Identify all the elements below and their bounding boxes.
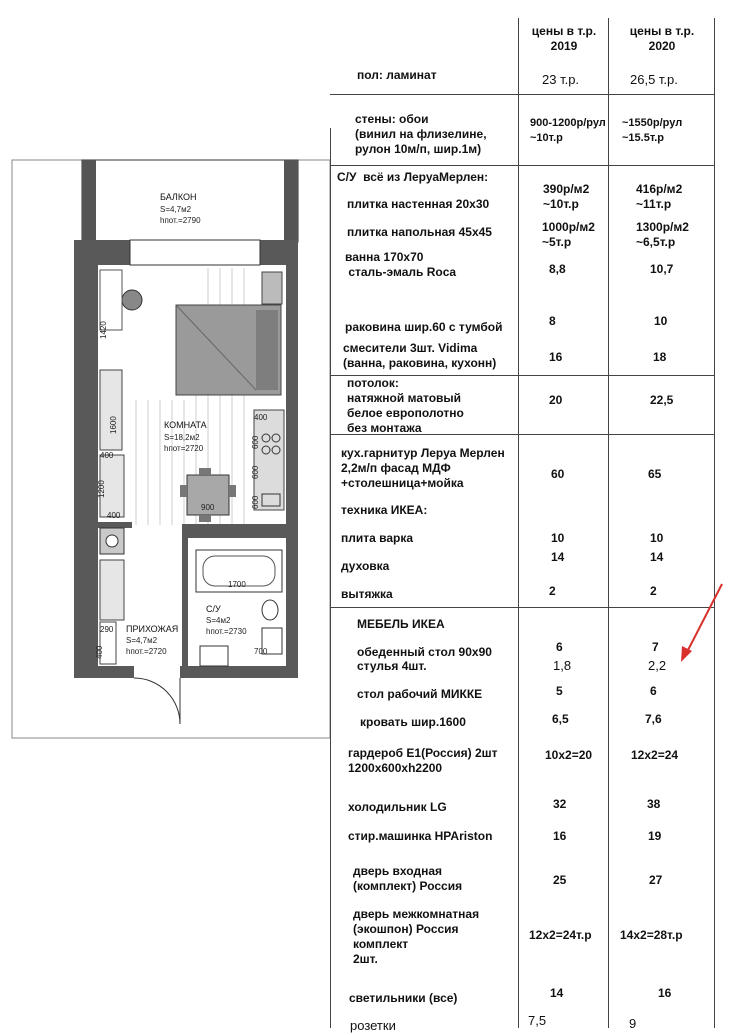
v2019-chairs: 1,8 [553,658,572,673]
dim-1700: 1700 [228,580,246,589]
bed-pillows [256,310,278,390]
balcony-wall-left [82,160,96,242]
v2020-hood: 2 [650,584,657,598]
label-desk: стол рабочий МИККЕ [357,687,483,701]
v2019-hob: 10 [551,531,565,545]
v2020-table: 7 [652,640,659,654]
bath-cabinet [200,646,228,666]
header-2019: цены в т.р. 2019 [531,24,597,53]
hall-name: ПРИХОЖАЯ [126,624,179,634]
dim-600c: 600 [251,495,260,509]
chair-right [229,485,236,497]
v2019-ceiling: 20 [549,393,563,407]
label-chairs: стулья 4шт. [357,659,427,673]
v2020-interior-doors: 14х2=28т.р [620,928,683,942]
label-kitchen: кух.гарнитур Леруа Мерлен 2,2м/п фасад МДФ +столешница+мойка [341,446,505,490]
armchair [122,290,142,310]
balcony-height-label: hпот.=2790 [160,216,201,225]
balcony-wall-right [284,160,298,242]
label-lights: светильники (все) [349,991,458,1005]
v2020-bed: 7,6 [645,712,662,726]
label-wardrobe: гардероб Е1(Россия) 2шт 1200х600хh2200 [348,746,498,775]
v2019-washer: 16 [553,829,567,843]
v2019-floor: 23 т.р. [542,72,580,87]
label-washer: стир.машинка HPAriston [348,829,493,843]
hall-wardrobe [100,560,124,620]
v2020-floor-tile: 1300р/м2 ~6,5т.р [636,220,689,249]
room-name: КОМНАТА [164,420,207,430]
v2020-mixers: 18 [653,350,667,364]
chair-top [199,468,211,475]
v2020-desk: 6 [650,684,657,698]
dim-400a: 400 [100,451,114,460]
wardrobe-1 [100,370,122,450]
red-arrow-head [681,646,692,662]
col-divider-mid [608,18,609,1028]
dim-600a: 600 [251,435,260,449]
v2020-kitchen: 65 [648,467,662,481]
bath-name: С/У [206,604,221,614]
label-wall-tile: плитка настенная 20х30 [347,197,490,211]
desk [100,270,122,330]
v2019-entry-door: 25 [553,873,567,887]
label-ikea-appliances: техника ИКЕА: [341,503,428,517]
balcony-area-label: S=4,7м2 [160,205,192,214]
col-divider-left [330,128,331,1028]
v2020-fridge: 38 [647,797,661,811]
col-divider-right [714,18,715,1028]
v2019-interior-doors: 12х2=24т.р [529,928,592,942]
dim-1420: 1420 [99,321,108,339]
v2019-mixers: 16 [549,350,563,364]
label-sockets: розетки [350,1018,396,1033]
dim-1200: 1200 [97,480,106,498]
label-floor: пол: ламинат [357,68,437,82]
label-mixers: смесители 3шт. Vidima (ванна, раковина, кухонн) [343,341,497,370]
red-arrow-icon [670,570,730,670]
label-entry-door: дверь входная (комплект) Россия [353,864,463,893]
header-2020: цены в т.р. 2020 [629,24,695,53]
dim-1600: 1600 [109,416,118,434]
dim-400b: 400 [107,511,121,520]
v2020-walls: ~1550р/рул ~15.5т.р [622,117,683,144]
red-arrow-shaft [686,584,722,654]
balcony-name: БАЛКОН [160,192,197,202]
v2020-hob: 10 [650,531,664,545]
v2019-table: 6 [556,640,563,654]
washer-drum [106,535,118,547]
bath-top-wall [182,524,286,538]
v2019-sockets: 7,5 [528,1013,547,1028]
v2019-kitchen: 60 [551,467,565,481]
row-line-2 [330,165,715,166]
room-area: S=18,2м2 [164,433,200,442]
dim-290: 290 [100,625,114,634]
hall-top-wall [96,522,132,528]
label-hood: вытяжка [341,587,393,601]
v2020-washer: 19 [648,829,662,843]
bottom-wall-right [180,666,298,678]
col-divider-2019 [518,18,519,1028]
nightstand [262,272,282,304]
dim-600b: 600 [251,465,260,479]
v2019-fridge: 32 [553,797,567,811]
v2019-desk: 5 [556,684,563,698]
entry-door-swing [134,678,180,724]
row-line-1 [330,94,715,95]
hall-area: S=4,7м2 [126,636,158,645]
v2019-wall-tile: 390р/м2 ~10т.р [543,182,590,211]
label-bath-section: С/У всё из ЛеруаМерлен: [337,170,489,184]
bath-left-wall [182,524,188,669]
chair-bottom [199,515,211,522]
v2019-sink: 8 [549,314,556,328]
v2019-hood: 2 [549,584,556,598]
label-bed: кровать шир.1600 [360,715,466,729]
room-height: hпот=2720 [164,444,204,453]
v2020-wardrobe: 12х2=24 [631,748,679,762]
label-bathtub: ванна 170х70 сталь-эмаль Roca [345,250,457,279]
label-walls: стены: обои (винил на флизелине, рулон 10м/п, шир.1м) [355,112,487,156]
label-floor-tile: плитка напольная 45х45 [347,225,492,239]
dim-400d: 400 [95,645,104,659]
v2020-ceiling: 22,5 [650,393,674,407]
label-interior-doors: дверь межкомнатная (экошпон) Россия комплект 2шт. [353,907,480,966]
v2019-wardrobe: 10х2=20 [545,748,593,762]
label-hob: плита варка [341,531,414,545]
toilet [262,600,278,620]
dim-900: 900 [201,503,215,512]
v2019-walls: 900-1200р/рул ~10т.р [530,117,606,144]
v2020-chairs: 2,2 [648,658,667,673]
label-fridge: холодильник LG [348,800,447,814]
right-wall [286,240,298,678]
floor-plan [0,0,340,740]
v2020-sink: 10 [654,314,668,328]
v2020-oven: 14 [650,550,664,564]
bath-height: hпот.=2730 [206,627,247,636]
hall-height: hпот.=2720 [126,647,167,656]
row-line-5 [330,607,715,608]
window-opening [130,240,260,265]
label-sink: раковина шир.60 с тумбой [345,320,503,334]
v2019-oven: 14 [551,550,565,564]
dim-400c: 400 [254,413,268,422]
v2020-lights: 16 [658,986,672,1000]
v2020-sockets: 9 [629,1016,637,1031]
v2019-bed: 6,5 [552,712,569,726]
label-ikea-furniture: МЕБЕЛЬ ИКЕА [357,617,445,631]
label-oven: духовка [341,559,390,573]
v2020-entry-door: 27 [649,873,663,887]
v2019-floor-tile: 1000р/м2 ~5т.р [542,220,595,249]
v2020-wall-tile: 416р/м2 ~11т.р [636,182,683,211]
label-ceiling: потолок: натяжной матовый белое европолотно без монтажа [347,376,464,435]
chair-left [180,485,187,497]
v2020-bathtub: 10,7 [650,262,674,276]
label-table: обеденный стол 90х90 [357,645,492,659]
bottom-wall-left [74,666,134,678]
v2019-lights: 14 [550,986,564,1000]
left-wall [74,240,98,678]
v2019-bathtub: 8,8 [549,262,566,276]
dim-700: 700 [254,647,268,656]
v2020-floor: 26,5 т.р. [630,72,678,87]
bath-area: S=4м2 [206,616,231,625]
